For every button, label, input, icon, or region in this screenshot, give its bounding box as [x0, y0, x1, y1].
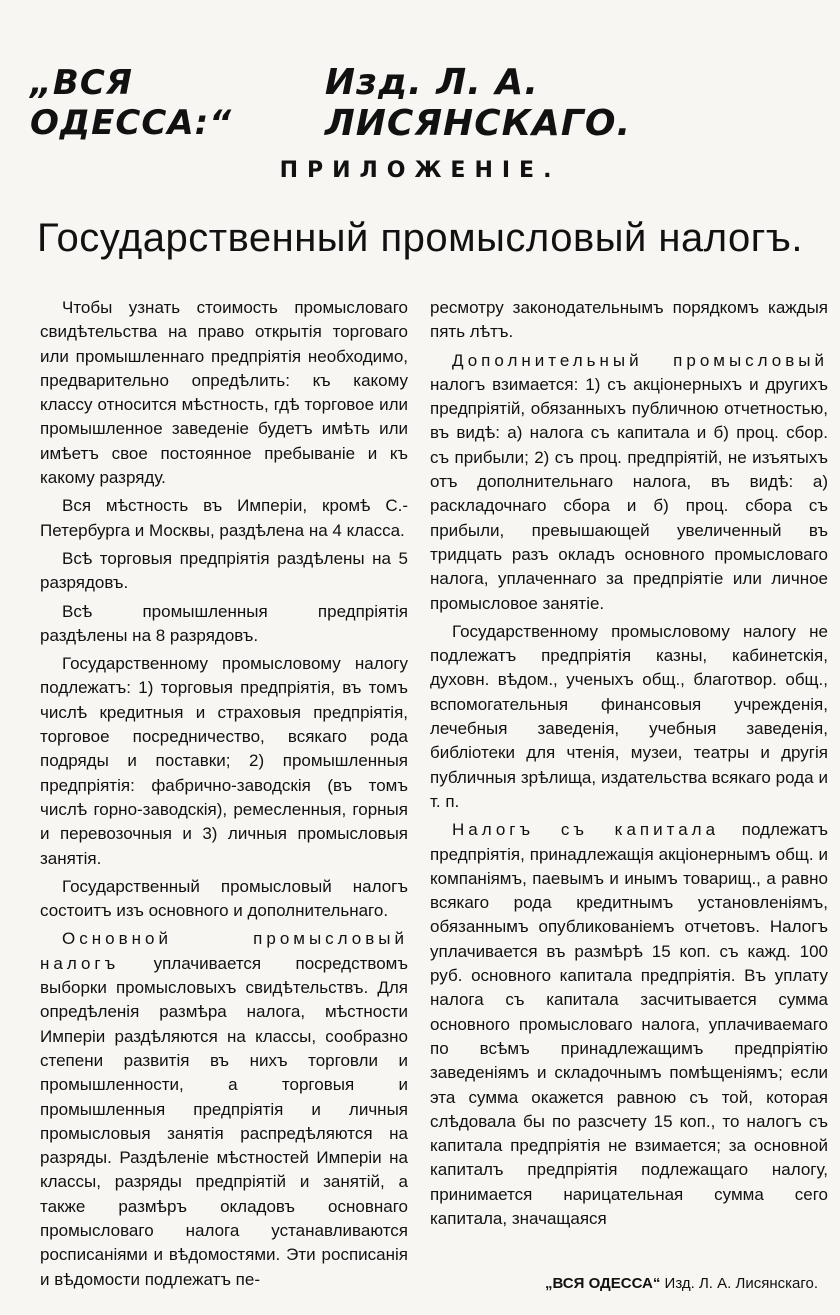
paragraph: Чтобы узнать стоимость промысловаго свидѣтельства на право открытія торговаго или промышленнаго предпріятія необходимо, предварительно опредѣлить: къ какому классу относится мѣстность, гдѣ торговое или промышленное заведеніе будетъ имѣть или имѣетъ свое постоянное пребываніе и къ какому разряду. — [40, 298, 408, 488]
publication-title: „ВСЯ ОДЕССА:“ — [30, 63, 233, 143]
page-footer — [545, 1275, 818, 1292]
paragraph: Всѣ промышленныя предпріятія раздѣлены на 8 разрядовъ. — [40, 601, 408, 645]
paragraph — [430, 818, 828, 1231]
page-title: Государственный промысловый налогъ. — [37, 216, 803, 260]
paragraph: Государственному промысловому налогу подлежатъ: 1) торговыя предпріятія, въ томъ числѣ кредитныя и страховыя предпріятія, торговое посредничество, всякаго рода подряды и поставки; 2) промышленныя предпріятія: фабрично-заводскія (въ томъ числѣ горно-заводскія), ремесленныя, горныя и перевозочныя и 3) личныя промысловыя занятія. — [40, 654, 408, 868]
footer-publication: „ВСЯ ОДЕССА“ — [545, 1275, 661, 1292]
page-header — [30, 62, 820, 144]
paragraph — [40, 927, 408, 1291]
spaced-term: Налогъ съ капитала — [452, 820, 720, 840]
left-column — [40, 296, 408, 1296]
publisher-name: Изд. Л. А. ЛИСЯНСКАГО. — [324, 62, 632, 144]
paragraph-body: налогъ взимается: 1) съ акціонерныхъ и другихъ предпріятій, обязанныхъ публичною отчетностью, въ видѣ: а) налога съ капитала и б) проц. сбор. съ прибыли; 2) съ проц. предпріятій, не изъятыхъ отъ дополнительнаго налога, въ видѣ: а) раскладочнаго сбора и б) проц. сбора съ прибыли, превышающей увеличенный въ тридцать разъ окладъ основного промысловаго налога, уплаченнаго за предпріятіе или личное промысловое занятіе. — [430, 374, 828, 613]
paragraph: Государственному промысловому налогу не подлежатъ предпріятія казны, кабинетскія, духовн. вѣдом., ученыхъ общ., благотвор. общ., вспомогательныя финансовыя учрежденія, лечебныя заведенія, учебныя заведенія, библіотеки для чтенія, музеи, театры и другія публичныя зрѣлища, издательства всякаго рода и т. п. — [430, 621, 828, 811]
spaced-term: Основной промысловый налогъ — [40, 929, 408, 973]
paragraph: Вся мѣстность въ Имперіи, кромѣ С.-Петербурга и Москвы, раздѣлена на 4 класса. — [40, 496, 408, 540]
paragraph-body: уплачивается посредствомъ выборки промысловыхъ свидѣтельствъ. Для опредѣленія размѣра налога, мѣстности Имперіи раздѣляются на классы, сообразно степени развитія въ нихъ торговли и промышленности, а торговыя и промышленныя предпріятія и личныя промысловыя занятія распредѣляются на разряды. Раздѣленіе мѣстностей Имперіи на классы, разряды предпріятій и занятій, а также размѣръ окладовъ основнаго промысловаго налога устанавливаются росписаніями и вѣдомостями. Эти росписанія и вѣдомости подлежатъ пе- — [40, 953, 408, 1289]
footer-publisher: Изд. Л. А. Лисянскаго. — [664, 1275, 818, 1292]
paragraph: ресмотру законодательнымъ порядкомъ каждыя пять лѣтъ. — [430, 298, 828, 342]
paragraph: Всѣ торговыя предпріятія раздѣлены на 5 разрядовъ. — [40, 548, 408, 593]
appendix-heading: ПРИЛОЖЕНІЕ. — [279, 158, 561, 183]
right-column — [430, 296, 828, 1235]
spaced-term: Дополнительный промысловый — [452, 350, 828, 370]
paragraph-body: подлежатъ предпріятія, принадлежащія акціонернымъ общ. и компаніямъ, паевымъ и инымъ товарищ., а равно всякаго рода кредитнымъ установленіямъ, обязаннымъ опубликованіемъ отчетовъ. Налогъ уплачивается въ размѣрѣ 15 коп. съ кажд. 100 руб. основного капитала предпріятія. Въ уплату налога съ капитала засчитывается сумма основного промысловаго налога, уплачиваемаго по всѣмъ принадлежащимъ предпріятію заведеніямъ и складочнымъ помѣщеніямъ; если эта сумма окажется равною съ той, которая слѣдовала бы по разсчету 15 коп., то налогъ съ капитала предпріятія не взимается; за основной капиталъ предпріятія подлежащаго налогу, принимается нарицательная сумма сего капитала, значащаяся — [430, 820, 828, 1228]
paragraph — [430, 349, 828, 616]
paragraph: Государственный промысловый налогъ состоитъ изъ основного и дополнительнаго. — [40, 876, 408, 921]
